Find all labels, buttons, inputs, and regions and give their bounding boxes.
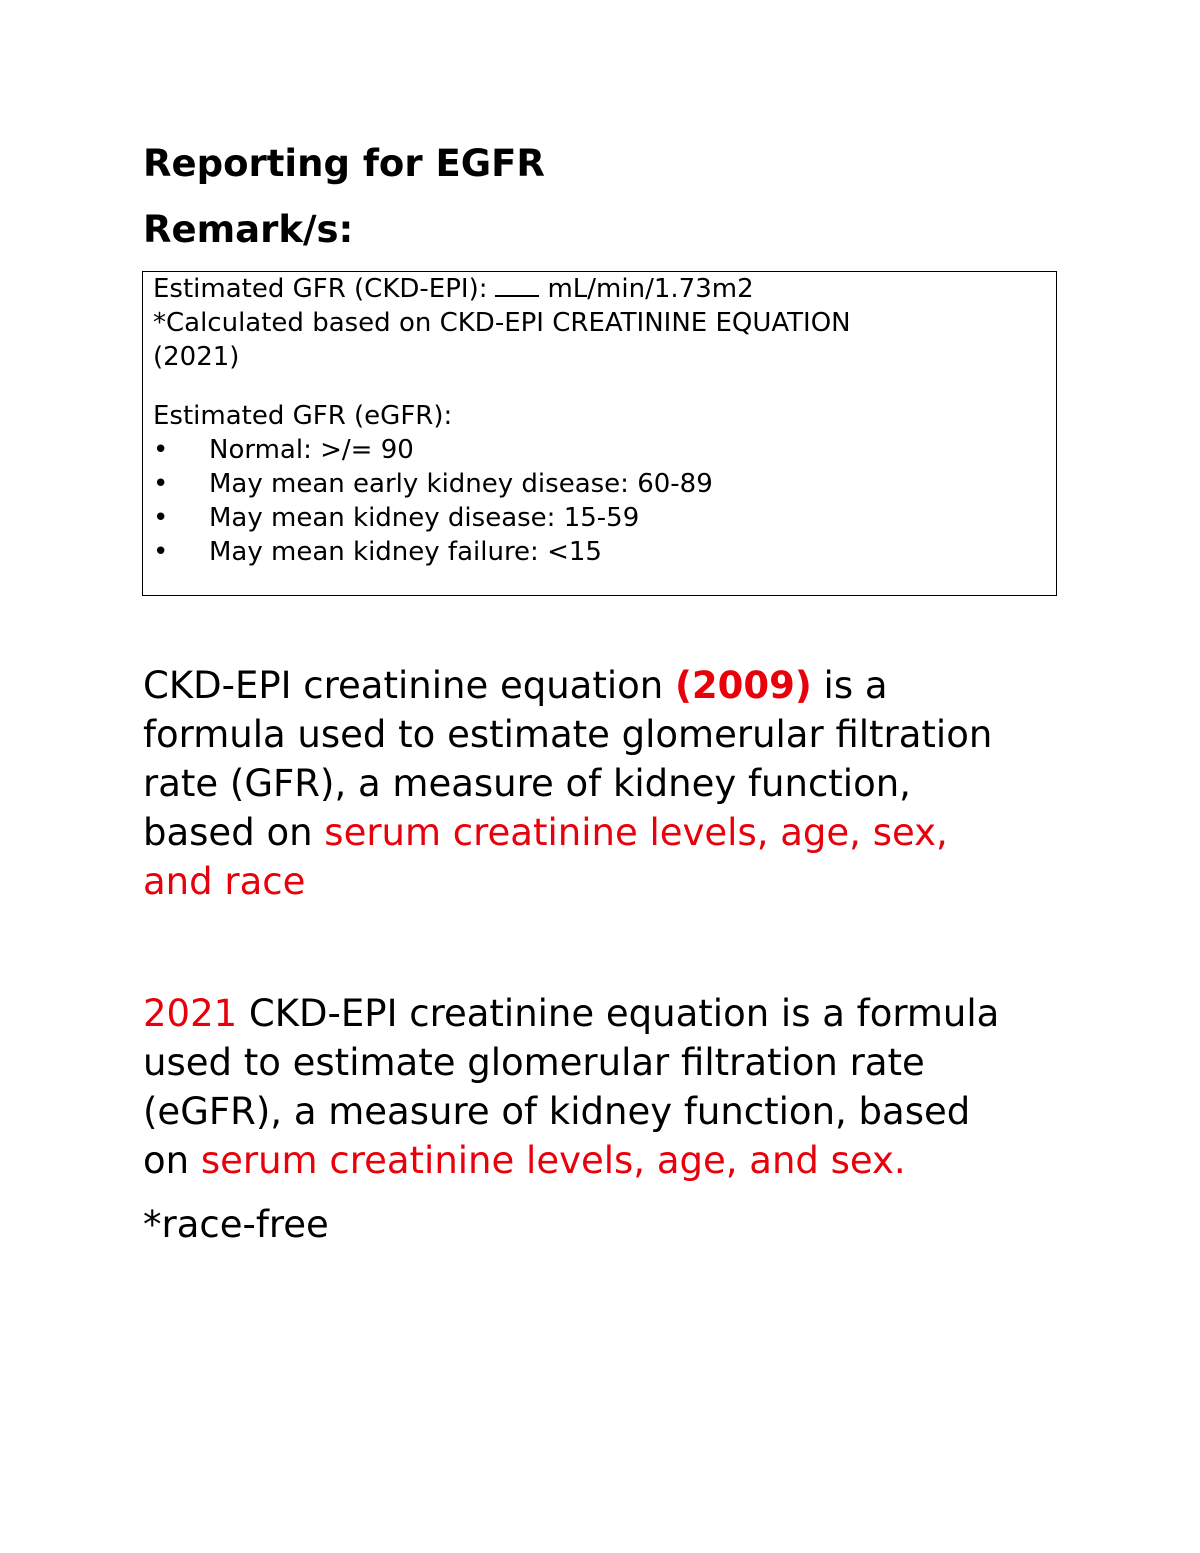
calculation-note-year: (2021) (153, 342, 240, 372)
para-2009-line-1 (143, 661, 888, 710)
report-box (142, 271, 1057, 596)
para-2021-line-3: (eGFR), a measure of kidney function, based (143, 1090, 971, 1133)
para-2009-line-2: formula used to estimate glomerular filtration (143, 713, 993, 756)
para-text: on (143, 1139, 201, 1182)
bullet-text: May mean kidney failure: <15 (209, 537, 602, 567)
para-text: CKD-EPI creatinine equation (143, 664, 675, 707)
calculation-note: *Calculated based on CKD-EPI CREATININE EQUATION (153, 308, 851, 338)
para-text: CKD-EPI creatinine equation is a formula (237, 992, 1000, 1035)
para-text: is a (811, 664, 888, 707)
para-2021-line-1 (143, 989, 999, 1038)
para-2009-line-3: rate (GFR), a measure of kidney function, (143, 762, 911, 805)
egfr-heading: Estimated GFR (eGFR): (153, 401, 453, 431)
gfr-unit: mL/min/1.73m2 (547, 274, 754, 304)
year-2009-highlight: (2009) (674, 664, 812, 707)
para-2021-line-2: used to estimate glomerular filtration rate (143, 1041, 925, 1084)
bullet-icon: • (153, 537, 169, 567)
list-item (153, 501, 639, 535)
list-item (153, 433, 414, 467)
para-2009-line-5: and race (143, 860, 306, 903)
bullet-icon: • (153, 503, 169, 533)
para-2021-line-4 (143, 1136, 906, 1185)
bullet-icon: • (153, 469, 169, 499)
result-blank (495, 273, 539, 297)
year-2021-highlight: 2021 (143, 992, 238, 1035)
remarks-heading: Remark/s: (143, 208, 354, 251)
list-item (153, 535, 602, 569)
estimated-gfr-label: Estimated GFR (CKD-EPI): (153, 274, 488, 304)
estimated-gfr-line (153, 272, 754, 306)
variables-2009-highlight: serum creatinine levels, age, sex, (324, 811, 948, 854)
bullet-icon: • (153, 435, 169, 465)
para-2009-line-4 (143, 808, 948, 857)
bullet-text: May mean early kidney disease: 60-89 (209, 469, 713, 499)
list-item (153, 467, 713, 501)
bullet-text: Normal: >/= 90 (209, 435, 414, 465)
page-title: Reporting for EGFR (143, 142, 545, 185)
bullet-text: May mean kidney disease: 15-59 (209, 503, 640, 533)
race-free-footnote: *race-free (143, 1203, 329, 1246)
variables-2021-highlight: serum creatinine levels, age, and sex. (200, 1139, 906, 1182)
para-text: based on (143, 811, 325, 854)
